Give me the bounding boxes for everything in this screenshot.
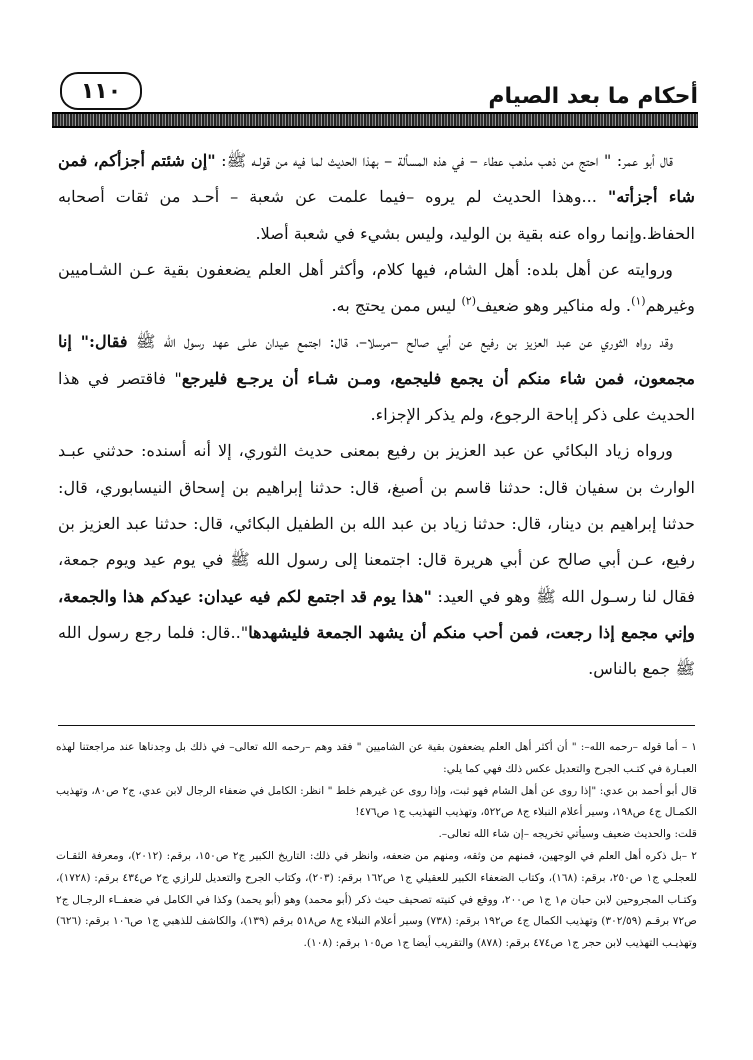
header-rule	[52, 112, 698, 128]
p2-text-a: وروايته عن أهل بلده: أهل الشام، فيها كلام، وأكثر أهل العلم يضعفون بقية عـن الشـاميين وغيرهم	[58, 259, 695, 316]
p4-text-a: ورواه زياد البكائي عن عبد العزيز بن رفيع بمعنى حديث الثوري، إلا أنه أسنده: حدثني عبـد الوارث بن سفيان قال: حدثنا قاسم بن أصبغ، قال: حدثنا إبراهيم بن إسحاق النيسابوري، قال: حدثنا إبراهيم بن دينار، قال: حدثنا زياد بن عبد الله بن الطفيل البكائي، قال: حدثنا عبد العزيز بن رفيع، عـن أبي صالح عن أبي هريرة قال: اجتمعنا إلى رسول الله ﷺ في يوم عيد ويوم جمعة، فقال لنا رسـول الله ﷺ وهو في العيد:	[58, 441, 695, 606]
p3-text-a: وقد رواه الثوري عن عبد العزيز بن رفيع عن أبي صالح –مرسلا–، قال: اجتمع عيدان علـى عهد رسول الله ﷺ	[135, 332, 673, 352]
footnote-2: ٢ –بل ذكره أهل العلم في الوجهين، فمنهم من وثقه، ومنهم من ضعفه، وانظر في ذلك: التاريخ الكبير ج٢ ص١٥٠، برقم: (٢٠١٢)، ومعرفة الثقـات للعجلـي ج١ ص٢٥٠، برقم: (١٦٨)، وكتاب الضعفاء الكبير للعقيلي ج١ ص١٦٢ برقم: (٢٠٣)، وكتاب الجرح والتعديل للرازي ج٢ ص٤٣٤ برقم: (١٧٢٨)، وكتـاب المجروحين لابن حبان م١ ج١ ص٢٠٠، ووقع في كنيته تصحيف حيث ذكر (أبو محمد) وهو (أبو يحمد) وكذا في الكامل في ضعفــاء الرجـال ج٢ ص٧٢ برقـم (٣٠٢/٥٩) وتهذيب الكمال ج٤ ص١٩٢ برقم: (٧٣٨) وسير أعلام النبلاء ج٨ ص٥١٨ برقم (١٣٩)، والكاشف للذهبي ج١ ص١٠٦ برقم: (٦٢٦) وتهذيـب التهذيب لابن حجر ج١ ص٤٧٤ برقم: (٨٧٨) والتقريب أيضا ج١ ص١٠٥ برقم: (١٠٨).	[56, 849, 697, 950]
footnote-1c: قلت: والحديث ضعيف وسيأتي تخريجه –إن شاء الله تعالى–.	[438, 828, 697, 841]
p2-text-c: ليس ممن يحتج به.	[331, 296, 462, 316]
page-header	[52, 62, 698, 128]
paragraph-2	[58, 252, 695, 325]
footnote-1a: ١ – أما قوله –رحمه الله–: " أن أكثر أهل العلم يضعفون بقية عن الشاميين " فقد وهم –رحمه الله تعالى– في ذلك بل وجدناها عند مراجعتنا لهذه العبـارة في كتـب الجرح والتعديل عكس ذلك فهي كما يلي:	[56, 741, 697, 775]
main-text	[58, 143, 695, 687]
footnotes	[56, 737, 697, 955]
p3-quote: فقال:" إنا مجمعون، فمن شاء منكم أن يجمع فليجمع، ومـن شـاء أن يرجـع فليرجع	[58, 332, 696, 388]
p3-text-b: " فاقتصر في هذا الحديث على ذكر إباحة الرجوع، ولم يذكر الإجزاء.	[58, 368, 695, 425]
paragraph-1	[58, 143, 695, 252]
footnote-ref-2[interactable]: (٢)	[461, 294, 476, 308]
footnote-ref-1[interactable]: (١)	[631, 294, 646, 308]
footnote-separator	[58, 725, 695, 726]
page-number: ١١٠	[60, 72, 142, 110]
p4-quote: "هذا يوم قد اجتمع لكم فيه عيدان: عيدكم هذا والجمعة، وإني مجمع إذا رجعت، فمن أحب منكم أن يشهد الجمعة فليشهدها	[58, 586, 695, 642]
footnote-1b: قال أبو أحمد بن عدي: "إذا روى عن أهل الشام فهو ثبت، وإذا روى عن غيرهم خلط " انظر: الكامل في ضعفاء الرجال لابن عدي، ج٢ ص٨٠، وتهذيب الكمـال ج٤ ص١٩٨، وسير أعلام النبلاء ج٨ ص٥٢٢، وتهذيب التهذيب ج١ ص٤٧٦!	[56, 784, 697, 819]
paragraph-4	[58, 433, 695, 687]
p1-text-b: ...وهذا الحديث لم يروه –فيما علمت عن شعبة – أحـد من ثقات أصحابه الحفاظ.وإنما رواه عنه بقية بن الوليد، وليس بشيء في شعبة أصلا.	[58, 187, 695, 243]
paragraph-3	[58, 324, 695, 433]
p4-text-b: "..قال: فلما رجع رسول الله ﷺ جمع بالناس.	[58, 622, 695, 679]
p2-text-b: . وله مناكير وهو ضعيف	[475, 296, 632, 316]
running-title: أحكام ما بعد الصيام	[488, 84, 698, 109]
p1-quote: "إن شئتم أجزأكم، فمن شاء أجزأته"	[58, 151, 696, 207]
p1-text-a: قال أبو عمر: " احتج من ذهب مذهب عطاء – في هذه المسألة – بهذا الحديث لما فيه من قولـه ﷺ:	[221, 151, 673, 170]
